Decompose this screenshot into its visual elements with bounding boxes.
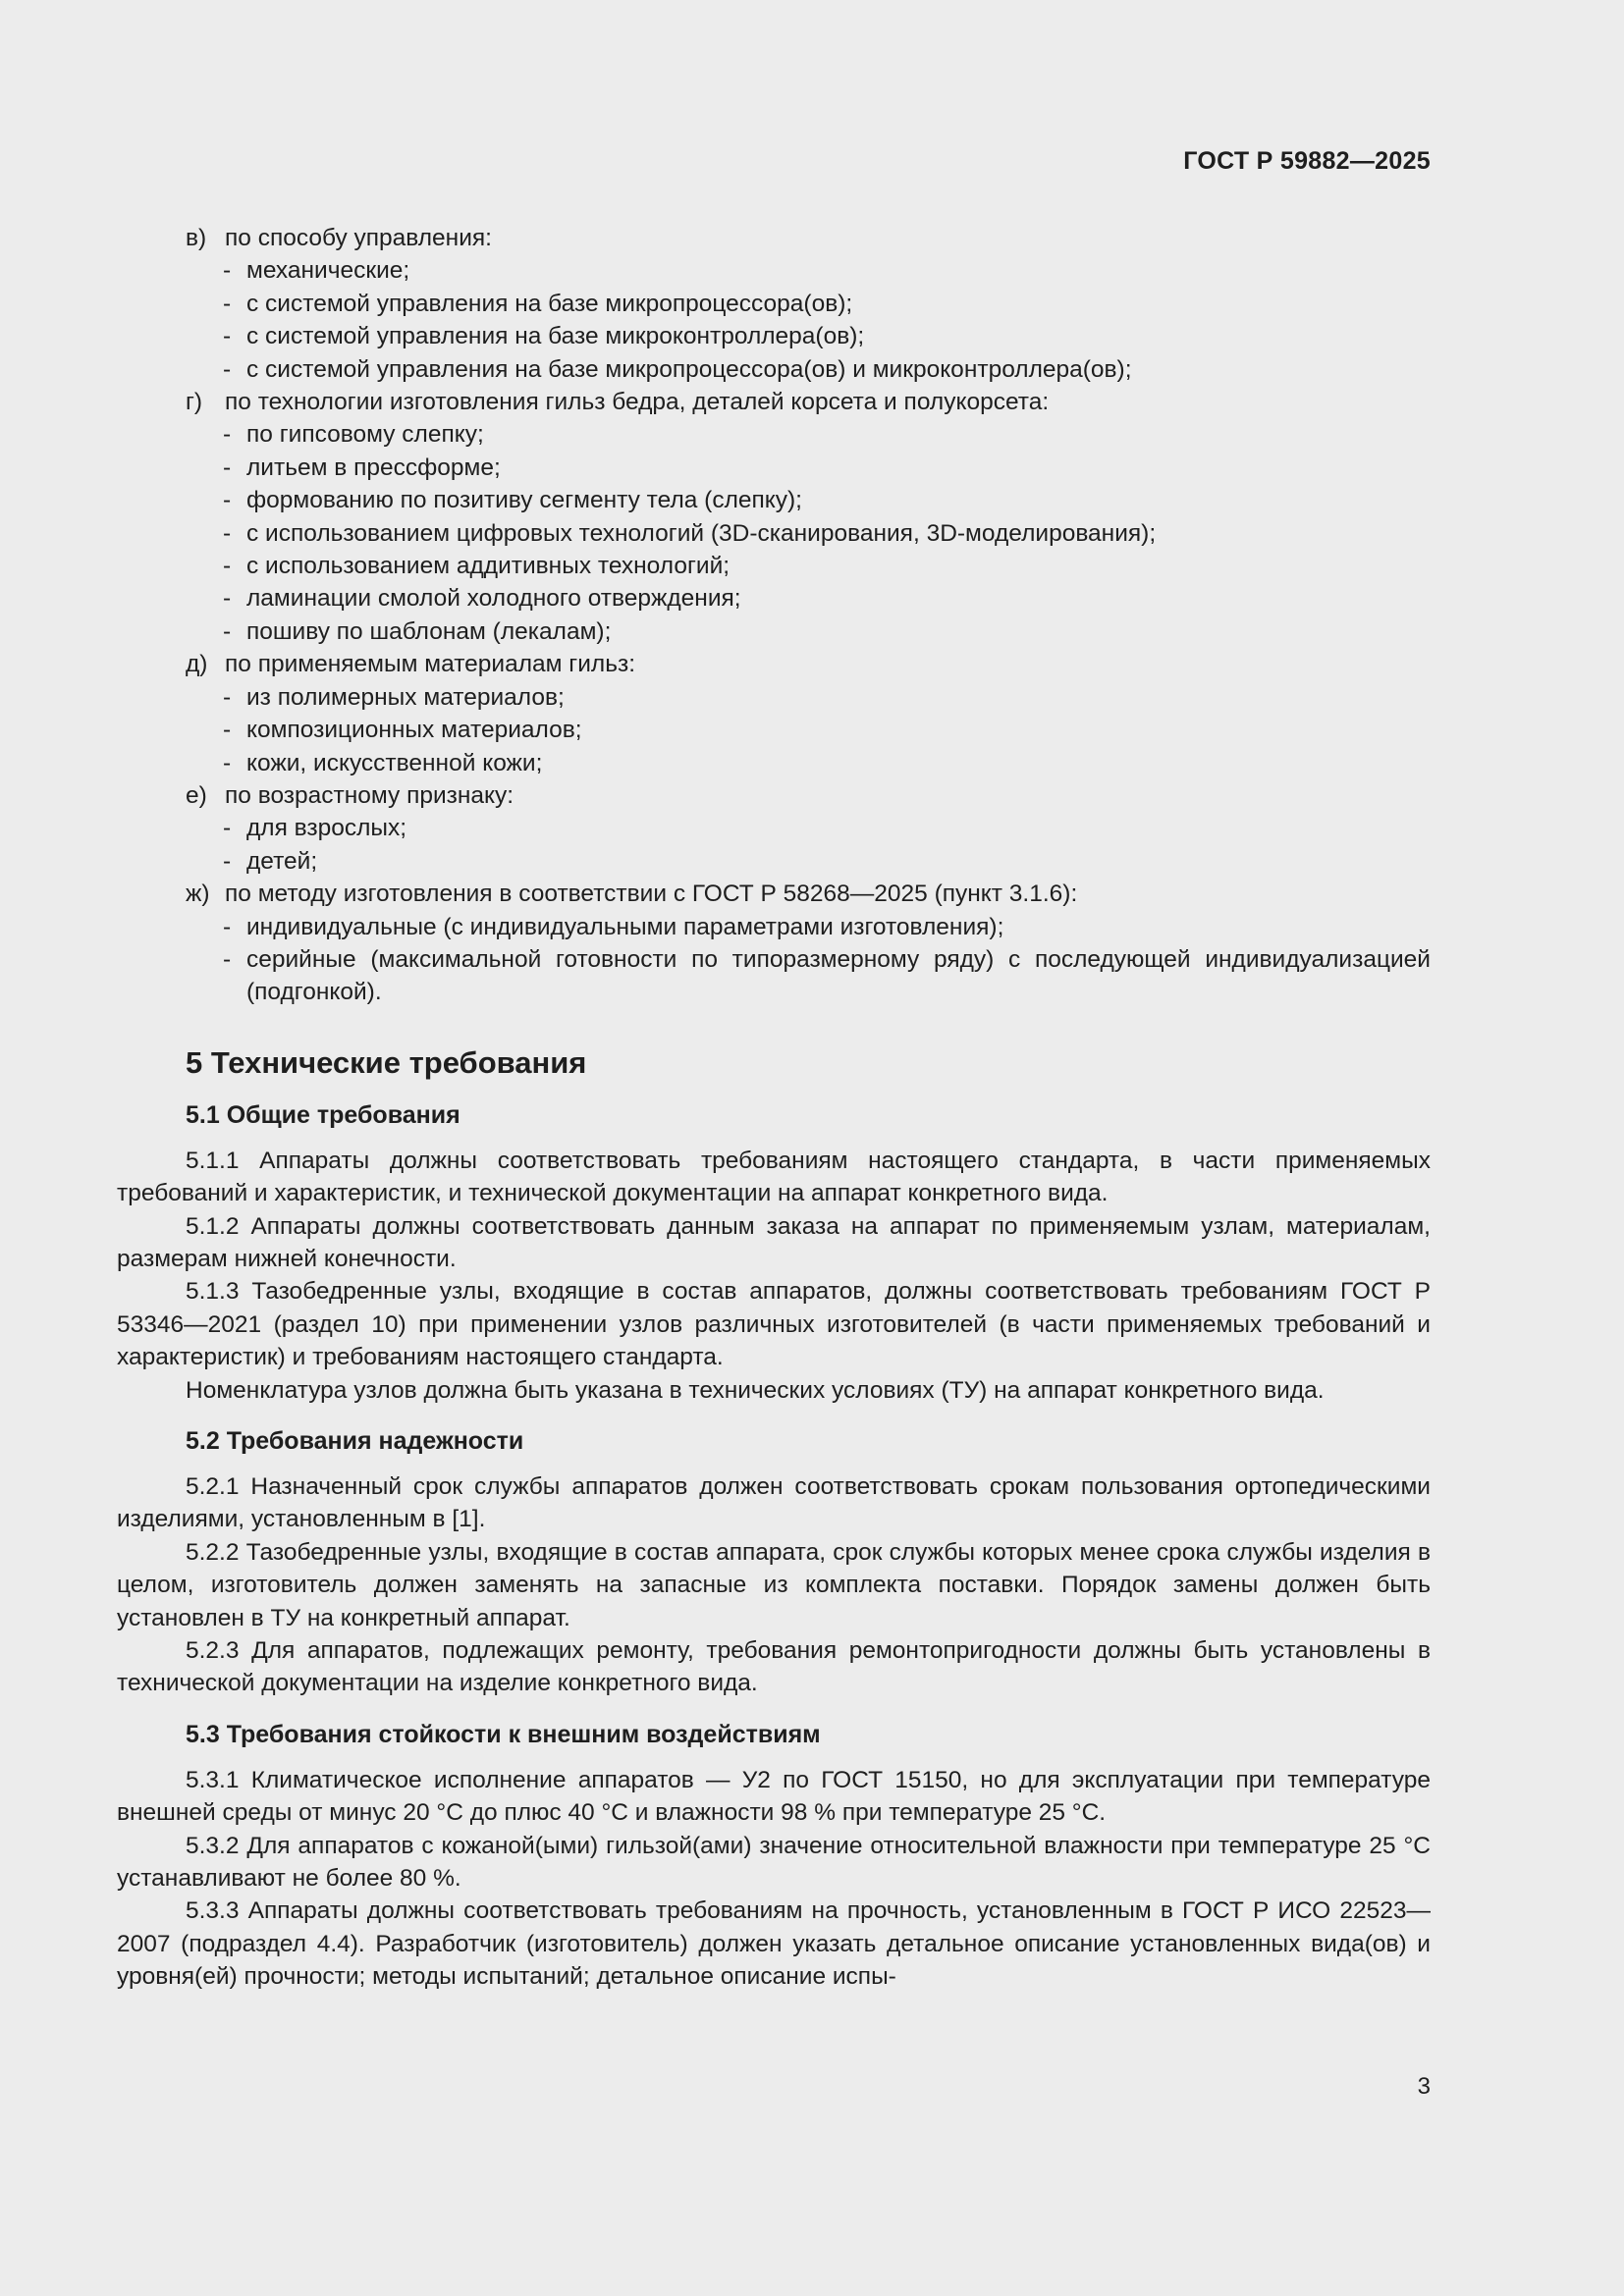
document-code: ГОСТ Р 59882—2025 — [1183, 147, 1431, 175]
list-item: - детей; — [223, 847, 318, 875]
list-item: - кожи, искусственной кожи; — [223, 749, 543, 776]
list-item: - механические; — [223, 257, 410, 285]
subsection-heading: 5.3 Требования стойкости к внешним воздействиям — [186, 1720, 821, 1748]
list-block-e — [117, 779, 1431, 878]
list-title: по методу изготовления в соответствии с ГОСТ Р 58268—2025 (пункт 3.1.6): — [225, 881, 1078, 908]
list-marker: ж) — [186, 881, 210, 908]
list-item: - литьем в прессформе; — [223, 454, 501, 481]
list-heading — [117, 878, 1431, 910]
list-item: - по гипсовому слепку; — [223, 421, 484, 449]
paragraph: 5.3.1 Климатическое исполнение аппаратов — У2 по ГОСТ 15150, но для эксплуатации при температуре внешней среды от минус 20 °С до плюс 40 °С и влажности 98 % при температуре 25 °С. — [117, 1766, 1431, 1827]
paragraph: 5.2.3 Для аппаратов, подлежащих ремонту, требования ремонтопригодности должны быть установлены в технической документации на изделие конкретного вида. — [117, 1637, 1431, 1697]
list-heading — [117, 648, 1431, 680]
paragraph: 5.1.1 Аппараты должны соответствовать требованиям настоящего стандарта, в части применяемых требований и характеристик, и технической документации на аппарат конкретного вида. — [117, 1147, 1431, 1207]
list-heading — [117, 779, 1431, 812]
list-marker: д) — [186, 651, 208, 678]
list-item: - формованию по позитиву сегменту тела (слепку); — [223, 487, 802, 514]
subsection-heading: 5.1 Общие требования — [186, 1100, 460, 1129]
document-body — [117, 222, 1431, 1994]
list-title: по применяемым материалам гильз: — [225, 651, 636, 678]
list-block-d — [117, 648, 1431, 779]
paragraph: 5.1.2 Аппараты должны соответствовать данным заказа на аппарат по применяемым узлам, материалам, размерам нижней конечности. — [117, 1212, 1431, 1272]
list-item: - композиционных материалов; — [223, 717, 582, 744]
list-heading — [117, 222, 1431, 254]
list-title: по возрастному признаку: — [225, 781, 514, 809]
list-title: по способу управления: — [225, 225, 492, 251]
list-item: - для взрослых; — [223, 815, 407, 842]
list-item: - пошиву по шаблонам (лекалам); — [223, 617, 612, 645]
list-marker: г) — [186, 389, 203, 416]
list-marker: в) — [186, 225, 207, 251]
list-item: - с использованием аддитивных технологий; — [223, 553, 731, 580]
list-block-v — [117, 222, 1431, 386]
list-item: - с системой управления на базе микропроцессора(ов); — [223, 290, 853, 317]
list-marker: е) — [186, 781, 207, 809]
list-item: - серийные (максимальной готовности по типоразмерному ряду) с последующей индивидуализацией (подгонкой). — [223, 945, 1431, 1006]
list-item: - индивидуальные (с индивидуальными параметрами изготовления); — [223, 913, 1004, 940]
list-item: - с системой управления на базе микроконтроллера(ов); — [223, 323, 865, 350]
list-item: - из полимерных материалов; — [223, 683, 565, 711]
list-title: по технологии изготовления гильз бедра, деталей корсета и полукорсета: — [225, 389, 1050, 416]
paragraph: 5.2.1 Назначенный срок службы аппаратов должен соответствовать срокам пользования ортопедическими изделиями, установленным в [1]. — [117, 1473, 1431, 1533]
paragraph: 5.2.2 Тазобедренные узлы, входящие в состав аппарата, срок службы которых менее срока службы изделия в целом, изготовитель должен заменять на запасные из комплекта поставки. Порядок замены должен быть установлен в ТУ на конкретный аппарат. — [117, 1538, 1431, 1631]
paragraph: 5.3.3 Аппараты должны соответствовать требованиям на прочность, установленным в ГОСТ Р ИСО 22523—2007 (подраздел 4.4). Разработчик (изготовитель) должен указать детальное описание установленных вида(ов) и уровня(ей) прочности; методы испытаний; детальное описание испы- — [117, 1897, 1431, 1991]
paragraph: 5.1.3 Тазобедренные узлы, входящие в состав аппаратов, должны соответствовать требованиям ГОСТ Р 53346—2021 (раздел 10) при применении узлов различных изготовителей (в части применяемых требований и характеристик) и требованиям настоящего стандарта. — [117, 1278, 1431, 1371]
section-heading: 5 Технические требования — [186, 1044, 587, 1080]
list-item: - с использованием цифровых технологий (3D-сканирования, 3D-моделирования); — [223, 519, 1157, 547]
list-block-zh — [117, 878, 1431, 1009]
paragraph: 5.3.2 Для аппаратов с кожаной(ыми) гильзой(ами) значение относительной влажности при температуре 25 °С устанавливают не более 80 %. — [117, 1832, 1431, 1893]
subsection-heading: 5.2 Требования надежности — [186, 1427, 524, 1455]
list-item: - ламинации смолой холодного отверждения; — [223, 585, 741, 613]
list-item: - с системой управления на базе микропроцессора(ов) и микроконтроллера(ов); — [223, 355, 1132, 383]
page-number: 3 — [1417, 2073, 1431, 2100]
list-heading — [117, 386, 1431, 418]
paragraph: Номенклатура узлов должна быть указана в технических условиях (ТУ) на аппарат конкретного вида. — [186, 1376, 1325, 1404]
list-block-g — [117, 386, 1431, 648]
